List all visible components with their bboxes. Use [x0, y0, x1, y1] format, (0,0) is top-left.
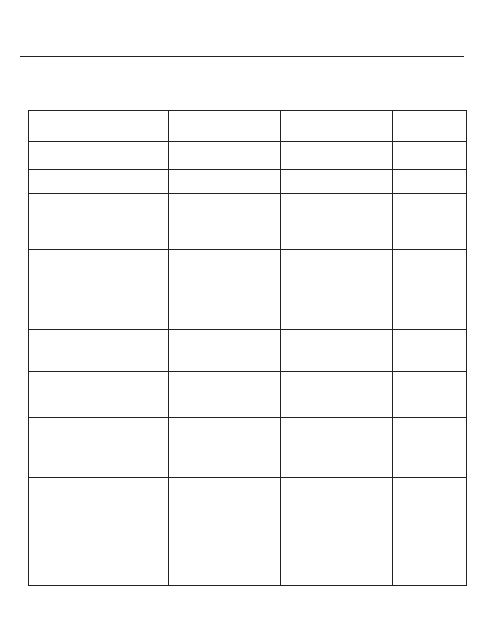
table-row: [29, 170, 467, 194]
table-row: [29, 330, 467, 372]
table-row: [29, 372, 467, 418]
branch-cell: [29, 418, 169, 478]
region-cell: [393, 330, 467, 372]
annex-cell: [169, 418, 281, 478]
column-header: [169, 111, 281, 142]
center-cell: [281, 478, 393, 586]
center-cell: [281, 194, 393, 250]
center-cell: [281, 250, 393, 330]
table-body: [29, 142, 467, 586]
table-row: [29, 418, 467, 478]
branch-cell: [29, 330, 169, 372]
branch-cell: [29, 170, 169, 194]
table-row: [29, 142, 467, 170]
region-cell: [393, 194, 467, 250]
column-header: [281, 111, 393, 142]
center-cell: [281, 372, 393, 418]
branch-cell: [29, 142, 169, 170]
table-row: [29, 250, 467, 330]
annex-cell: [169, 330, 281, 372]
branch-cell: [29, 194, 169, 250]
column-header: [29, 111, 169, 142]
center-cell: [281, 170, 393, 194]
table-row: [29, 478, 467, 586]
region-cell: [393, 372, 467, 418]
table-row: [29, 194, 467, 250]
annex-cell: [169, 170, 281, 194]
page-header: [20, 38, 464, 54]
center-cell: [281, 142, 393, 170]
centers-table: [28, 110, 466, 586]
branch-cell: [29, 372, 169, 418]
branch-cell: [29, 478, 169, 586]
column-header: [393, 111, 467, 142]
center-cell: [281, 418, 393, 478]
region-cell: [393, 418, 467, 478]
center-cell: [281, 330, 393, 372]
header-rule: [20, 56, 464, 57]
region-cell: [393, 170, 467, 194]
region-cell: [393, 142, 467, 170]
annex-cell: [169, 142, 281, 170]
table-header-row: [29, 111, 467, 142]
annex-cell: [169, 250, 281, 330]
annex-cell: [169, 372, 281, 418]
region-cell: [393, 478, 467, 586]
branch-cell: [29, 250, 169, 330]
annex-cell: [169, 478, 281, 586]
region-cell: [393, 250, 467, 330]
annex-cell: [169, 194, 281, 250]
